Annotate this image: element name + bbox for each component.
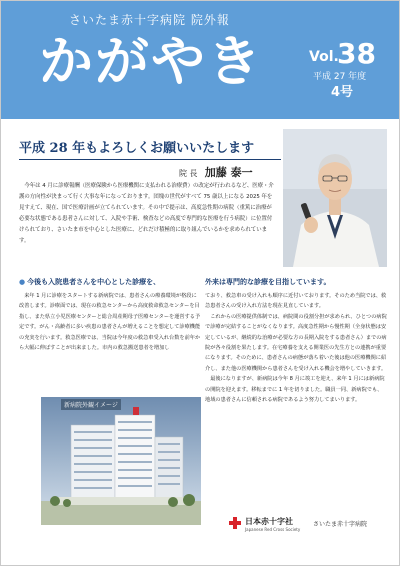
right-paragraph-3: 最後になりますが、新病院は今年 8 月に竣工を迎え、来年 1 月には新病院の開院を迎えます。移転までに 1 年を切りました。職員一同、新病院でも、地域の患者さんに信頼される病院であるよう努力してまいります。 — [205, 376, 385, 404]
section-heading-left: ● 今後も入院患者さんを中心とした診療を、 — [19, 278, 161, 286]
right-paragraph-1: ており、救急車の受け入れも順序に近付いております。そのため当院では、救急患者さんの受け入れ方法を現在見直しています。 — [205, 293, 387, 310]
title-divider — [19, 159, 281, 160]
bullet-icon: ● — [19, 278, 26, 286]
section-heading-right: 外来は専門的な診療を目指しています。 — [205, 278, 331, 286]
director-portrait-image — [283, 129, 387, 267]
left-paragraph: 来年 1 月に診療をスタートする新病院では、患者さんの療養環境が格段に改善します。診療面では、現在の救急センターから高度救命救急センターを目指し、また県立小児医療センターと総合周産期母子医療センターを運営する予定です。がん・高齢者に多い疾患の患者さんが増えることを想定して診療機能の充実を行います。救急医療では、当院は今年度の救急車受入れ台数を前年から大幅に伸ばすことが出来ました。市内の救急搬送患者を増加し — [19, 293, 201, 352]
author-line — [179, 164, 253, 180]
footer-logo — [229, 513, 389, 539]
author-role: 院 長 — [179, 169, 198, 178]
author-name: 加藤 泰一 — [204, 166, 253, 179]
director-photo — [283, 129, 387, 267]
greeting-title: 平成 28 年もよろしくお願いいたします — [19, 141, 255, 156]
right-paragraph-2: これからの医療提供体制では、病院間の役割分担が求められ、ひとつの病院で診療が完結することがなくなります。高度急性期から慢性期（全身状態は安定しているが、継続的な治療が必要な方の長期入院をする患者さん）までの病院が各々役割を果たします。在宅療養を支える開業医の先生方との連携が重要になります。そのために、患者さんの病態が落ち着いた後は他の医療機関に紹介し、また他の医療機関から患者さんを受け入れる機会を増やしていきます。 — [205, 313, 387, 372]
hospital-name: さいたま赤十字病院 院外報 — [69, 13, 230, 27]
illustration-caption: 新病院外観イメージ — [61, 399, 121, 410]
volume-issue: 4号 — [331, 85, 354, 100]
greeting-paragraph: 今年は 4 月に診療報酬（医療保険から医療機関に支払われる治療費）の改定が行われるなど、医療・介護の方向性が決まって行く大事な年になっております。団塊の世代がすべて 75 歳以上になる 2025 年を見すえて、現在、国で医療計画が立てられています。その中で提示は、高度急性期の病院（重篤に治療が必要な状態である患者さんに対して、入院や手術、検査などの高度で専門的な医療を行う病院）に位置付けられており、さいたま市を中心とした医療に、どれだけ積極的に取り組んでいるかを求められています。 — [19, 183, 274, 244]
org-subtitle: Japanese Red Cross Society — [245, 527, 301, 532]
hospital-building-image — [41, 397, 201, 525]
masthead — [1, 1, 399, 119]
volume-year: 平成 27 年度 — [313, 72, 367, 82]
org-name: 日本赤十字社 — [245, 517, 293, 526]
greeting-body — [19, 181, 277, 247]
new-hospital-illustration — [41, 397, 201, 525]
red-cross-icon — [229, 517, 241, 529]
left-column-text — [19, 291, 201, 353]
volume-box — [301, 37, 379, 99]
magazine-title: かがやき — [39, 30, 263, 93]
right-column-text — [205, 291, 387, 405]
volume-number: 38 — [337, 37, 376, 70]
footer-hospital-name: さいたま赤十字病院 — [313, 521, 368, 528]
volume-prefix: Vol. — [309, 49, 339, 65]
